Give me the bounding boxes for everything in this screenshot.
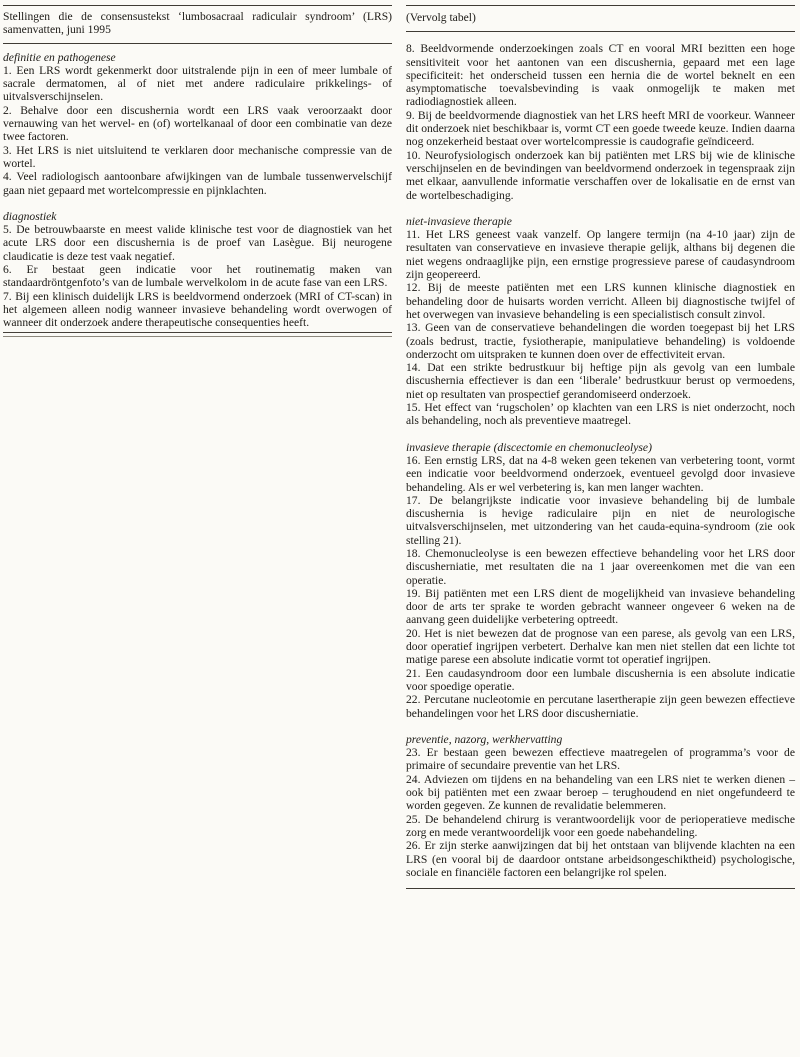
statement-text: Adviezen om tijdens en na behandeling van een LRS niet te werken dienen – ook bij patiënten met een zwaar beroep – terughoudend en niet ongefundeerd te worden gegeven. Ze kunnen de revalidatie belemmeren. (406, 772, 795, 813)
statement-number: 24. (406, 772, 421, 786)
statement-number: 9. (406, 108, 415, 122)
statement-text: Percutane nucleotomie en percutane lasertherapie zijn geen bewezen effectieve behandelingen voor het LRS door discusherniatie. (406, 693, 795, 720)
continuation-header-block (406, 5, 795, 32)
statement-group (3, 64, 392, 197)
statement-text: Bij de meeste patiënten met een LRS kunnen klinische diagnostiek en behandeling door de huisarts worden verricht. Alleen bij diagnostische twijfel of het overwegen van invasieve behandeling is een specialistisch consult zinvol. (406, 281, 795, 321)
statement-group (3, 223, 392, 329)
statement-number: 13. (406, 321, 421, 335)
section-heading-niet-invasieve-therapie: niet-invasieve therapie (406, 214, 512, 228)
statement (406, 42, 795, 108)
statement (3, 104, 392, 144)
statement (406, 228, 795, 281)
statement-text: Een LRS wordt gekenmerkt door uitstralende pijn in een of meer lumbale of sacrale dermatomen, al of niet met andere radiculaire prikkelings- of uitvalsverschijnselen. (3, 63, 392, 104)
statement-text: Het is niet bewezen dat de prognose van een parese, als gevolg van een LRS, door operatief ingrijpen verbetert. Derhalve kan men niet stellen dat een lichte tot matige parese een absolute indicatie vormt tot operatief ingrijpen. (406, 626, 795, 667)
statement-text: Beeldvormende onderzoekingen zoals CT en vooral MRI bezitten een hoge sensitiviteit voor het aantonen van een discushernia, gepaard met een lage specificiteit: het onderscheid tussen een hernia die de wortel beknelt en een asymptomatische toevalsbevinding is vaak onmogelijk te maken met radiodiagnostiek alleen. (406, 42, 795, 109)
statement-text: Bij patiënten met een LRS dient de mogelijkheid van invasieve behandeling door de arts ter sprake te worden gebracht wanneer ongeveer 6 weken na de aanvang geen duidelijke verbetering optreedt. (406, 586, 795, 627)
statement (406, 454, 795, 494)
statement (406, 813, 795, 840)
statement (3, 170, 392, 197)
statement (3, 263, 392, 290)
statement (406, 149, 795, 202)
section-heading-definitie: definitie en pathogenese (3, 50, 116, 64)
statement-text: De behandelend chirurg is verantwoordelijk voor de perioperatieve medische zorg en mede verantwoordelijk voor een goede nabehandeling. (406, 812, 795, 839)
left-column (3, 5, 392, 889)
rule-left-bottom (3, 332, 392, 337)
continuation-label: (Vervolg tabel) (406, 11, 476, 24)
statement-number: 3. (3, 143, 12, 157)
statement-number: 4. (3, 170, 12, 184)
statement (406, 693, 795, 720)
statement-number: 15. (406, 401, 421, 415)
table-caption-block (3, 5, 392, 44)
section-heading-diagnostiek: diagnostiek (3, 209, 57, 223)
statement (406, 494, 795, 547)
statement-text: Bij de beeldvormende diagnostiek van het LRS heeft MRI de voorkeur. Wanneer dit onderzoek niet beschikbaar is, vormt CT een goede tweede keuze. Indien daarna nog onzekerheid bestaat over wortelcompressie is caudografie geïndiceerd. (406, 108, 795, 149)
statement-text: Er bestaat geen indicatie voor het routinematig maken van standaardröntgenfoto’s van de lumbale wervelkolom in de acute fase van een LRS. (3, 263, 393, 290)
statement (406, 109, 795, 149)
statement-text: Er zijn sterke aanwijzingen dat bij het ontstaan van blijvende klachten na een LRS (en vooral bij de daardoor ontstane arbeidsongeschiktheid) psychologische, sociale en financiële factoren een belangrijke rol spelen. (406, 839, 795, 879)
statement-number: 12. (406, 281, 421, 295)
statement (3, 223, 392, 263)
statement (406, 627, 795, 667)
statement-number: 5. (3, 223, 12, 237)
statement-number: 19. (406, 586, 421, 600)
statement (406, 401, 795, 428)
statement-number: 17. (406, 493, 421, 507)
statement-text: Een caudasyndroom door een lumbale discushernia is een absolute indicatie voor spoedige operatie. (406, 666, 795, 693)
statement-number: 26. (406, 839, 421, 853)
statement-group (406, 228, 795, 427)
statement-text: De belangrijkste indicatie voor invasieve behandeling bij de lumbale discushernia is hevige radiculaire pijn en niet de neurologische uitvalsverschijnselen, met uitzondering van het cauda-equina-syndroom (zie ook stelling 21). (406, 493, 795, 547)
statement-text: Een ernstig LRS, dat na 4-8 weken geen tekenen van verbetering toont, vormt een indicatie voor beeldvormend onderzoek, eventueel gevolgd door invasieve behandeling. Als er wel verbetering is, kan men langer wachten. (406, 453, 795, 494)
table-caption: Stellingen die de consensustekst ‘lumbosacraal radiculair syndroom’ (LRS) samenvatten, juni 1995 (3, 10, 392, 37)
statement-number: 11. (406, 228, 421, 242)
statement-number: 6. (3, 263, 12, 277)
statement (406, 361, 795, 401)
statement-number: 20. (406, 626, 421, 640)
statement-number: 14. (406, 361, 421, 375)
statement (406, 773, 795, 813)
statement (3, 64, 392, 104)
statement (406, 839, 795, 879)
statement-group (406, 42, 795, 202)
statement-number: 1. (3, 63, 12, 77)
statement-number: 16. (406, 453, 421, 467)
statement-number: 18. (406, 546, 421, 560)
statement-group (406, 746, 795, 879)
statement (3, 290, 392, 330)
right-column (406, 5, 795, 889)
statement-number: 23. (406, 746, 421, 760)
statement-text: Het effect van ‘rugscholen’ op klachten van een LRS is niet onderzocht, noch als behandeling, noch als preventieve maatregel. (406, 401, 795, 428)
statement (406, 321, 795, 361)
statement-text: Het LRS is niet uitsluitend te verklaren door mechanische compressie van de wortel. (3, 143, 392, 170)
statement-group (406, 454, 795, 720)
statement-text: Dat een strikte bedrustkuur bij heftige pijn als gevolg van een lumbale discushernia effectiever is dan een ‘liberale’ bedrustkuur berust op vermoedens, niet op resultaten van prospectief gerandomiseerd onderzoek. (406, 361, 795, 401)
statement-number: 21. (406, 666, 421, 680)
statement-text: Behalve door een discushernia wordt een LRS vaak veroorzaakt door vernauwing van het wervel- en (of) wortelkanaal of door een combinatie van deze twee factoren. (3, 103, 392, 144)
statement-number: 22. (406, 693, 421, 707)
statement-number: 2. (3, 103, 12, 117)
statement-number: 8. (406, 42, 415, 56)
statement-text: Chemonucleolyse is een bewezen effectieve behandeling voor het LRS door discusherniatie, met resultaten die na 1 jaar overeenkomen met die van een operatie. (406, 546, 795, 587)
statement (406, 667, 795, 694)
rule-left-caption-bottom (3, 43, 392, 44)
statement (406, 547, 795, 587)
statement-number: 10. (406, 148, 421, 162)
statement-text: Neurofysiologisch onderzoek kan bij patiënten met LRS bij wie de klinische verschijnselen en de bevindingen van beeldvormend onderzoek in tegenspraak zijn met elkaar, aanvullende informatie verschaffen over de lokalisatie en de ernst van de wortelbeschadiging. (406, 148, 795, 202)
statement-text: Er bestaan geen bewezen effectieve maatregelen of programma’s voor de primaire of secundaire preventie van het LRS. (406, 746, 795, 773)
statement (406, 587, 795, 627)
statement-text: Het LRS geneest vaak vanzelf. Op langere termijn (na 4-10 jaar) zijn de resultaten van conservatieve en invasieve therapie gelijk, althans bij degenen die niet wegens ondraaglijke pijn, een ernstige progressieve parese of caudasyndroom zijn geopereerd. (406, 228, 795, 282)
statement-number: 25. (406, 812, 421, 826)
rule-right-bottom (406, 888, 795, 889)
statement-text: Geen van de conservatieve behandelingen die worden toegepast bij het LRS (zoals bedrust, tractie, fysiotherapie, manipulatieve behandeling) is voldoende onderzocht om uitspraken te kunnen doen over de effectiviteit ervan. (406, 321, 795, 361)
statement-text: Bij een klinisch duidelijk LRS is beeldvormend onderzoek (MRI of CT-scan) in het algemeen alleen nodig wanneer invasieve behandeling wordt overwogen of wanneer dit onderzoek andere therapeutische consequenties heeft. (3, 289, 392, 330)
rule-right-header-bottom (406, 31, 795, 32)
statement-number: 7. (3, 289, 12, 303)
statement-text: Veel radiologisch aantoonbare afwijkingen van de lumbale tussenwervelschijf gaan niet gepaard met wortelcompressie en pijnklachten. (3, 170, 392, 197)
statement (406, 746, 795, 773)
section-heading-invasieve-therapie: invasieve therapie (discectomie en chemonucleolyse) (406, 440, 652, 454)
statement (406, 281, 795, 321)
statement-text: De betrouwbaarste en meest valide klinische test voor de diagnostiek van het acute LRS door een discushernia is de proef van Lasègue. Bij neurogene claudicatie is deze test vaak negatief. (3, 223, 392, 263)
section-heading-preventie: preventie, nazorg, werkhervatting (406, 732, 563, 746)
statement (3, 144, 392, 171)
